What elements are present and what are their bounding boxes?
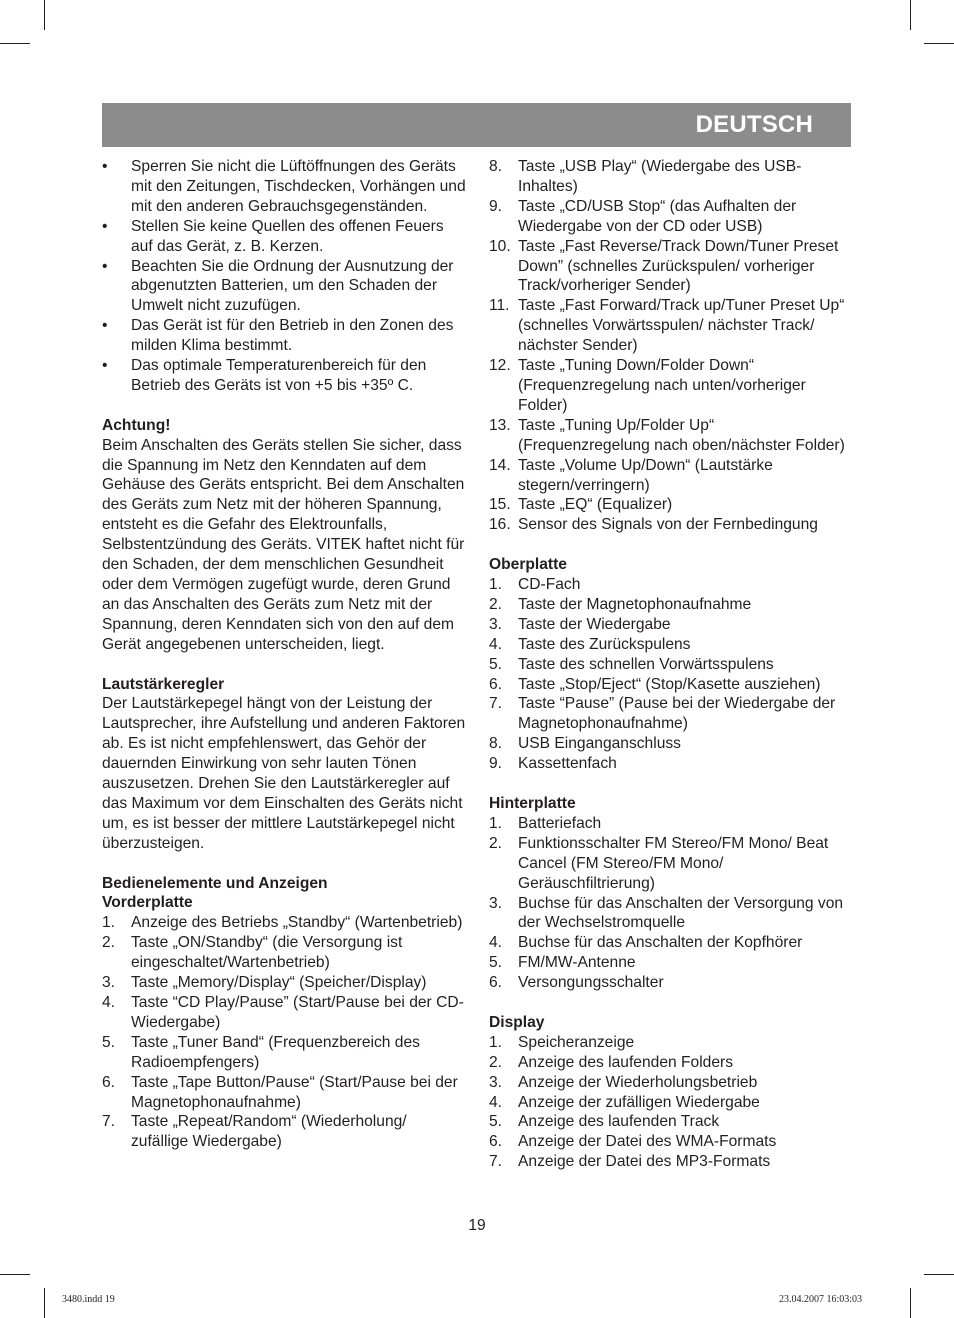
- item-text: Kassettenfach: [518, 755, 617, 773]
- item-number: 6.: [489, 974, 503, 992]
- numbered-item: [489, 416, 847, 456]
- front-panel-list: [102, 913, 467, 1152]
- numbered-item: [102, 1112, 467, 1152]
- item-text: Taste „CD/USB Stop“ (das Aufhalten der Wiedergabe von der CD oder USB): [518, 197, 797, 235]
- item-number: 3.: [489, 1073, 503, 1091]
- item-number: 5.: [102, 1033, 116, 1051]
- display-heading: Display: [489, 1013, 545, 1031]
- language-title: DEUTSCH: [695, 111, 813, 138]
- language-header-bar: [102, 103, 851, 147]
- item-text: Taste “Pause” (Pause bei der Wiedergabe der Magnetophonaufnahme): [518, 695, 836, 733]
- achtung-text: Beim Anschalten des Geräts stellen Sie sicher, dass die Spannung im Netz den Kenndaten auf dem Gehäuse des Geräts entspricht. Bei dem Anschalten des Geräts zum Netz mit der höheren Spannung, entsteht es die Gefahr des Elektrounfalls, Selbstentzündung des Geräts. VITEK haftet nicht für den Schaden, der dem menschlichen Gesundheit oder dem Vermögen zugefügt wurde, deren Grund an das Anschalten des Geräts zum Netz mit der Spannung, deren Kenndaten sich von den auf dem Gerät angegebenen unterscheiden, liegt.: [102, 436, 465, 653]
- item-text: Anzeige der Wiederholungsbetrieb: [518, 1073, 758, 1091]
- bullet-item: • Stellen Sie keine Quellen des offenen Feuers auf das Gerät, z. B. Kerzen.: [102, 217, 444, 255]
- item-text: Taste „ON/Standby“ (die Versorgung ist eingeschaltet/Wartenbetrieb): [131, 934, 403, 972]
- volume-heading: Lautstärkeregler: [102, 675, 225, 693]
- item-number: 1.: [489, 1033, 503, 1051]
- page-number: 19: [468, 1217, 486, 1234]
- right-column: [489, 157, 847, 1172]
- item-text: Anzeige der zufälligen Wiedergabe: [518, 1093, 760, 1111]
- back-panel-list: [489, 814, 847, 993]
- back-panel-heading: Hinterplatte: [489, 794, 576, 812]
- item-text: Taste „Volume Up/Down“ (Lautstärke stegern/verringern): [518, 456, 773, 494]
- display-list: [489, 1033, 847, 1172]
- crop-mark: [910, 0, 911, 30]
- item-text: Funktionsschalter FM Stereo/FM Mono/ Beat Cancel (FM Stereo/FM Mono/ Geräuschfiltrierung): [518, 834, 829, 892]
- front-panel-list-continued: [489, 157, 847, 535]
- numbered-item: [489, 575, 847, 595]
- item-number: 11.: [489, 297, 510, 315]
- numbered-item: [489, 237, 847, 297]
- item-text: Anzeige des laufenden Track: [518, 1113, 720, 1131]
- item-text: FM/MW-Antenne: [518, 954, 636, 972]
- numbered-item: [489, 1132, 847, 1152]
- crop-mark: [44, 0, 45, 30]
- numbered-item: [489, 1033, 847, 1053]
- numbered-item: [489, 655, 847, 675]
- item-text: Taste „Stop/Eject“ (Stop/Kasette ausziehen): [518, 675, 821, 693]
- slug-filename: 3480.indd 19: [62, 1294, 115, 1305]
- crop-mark: [924, 43, 954, 44]
- numbered-item: [489, 1112, 847, 1132]
- numbered-item: [489, 1053, 847, 1073]
- item-number: 2.: [489, 595, 503, 613]
- item-number: 4.: [489, 635, 503, 653]
- item-text: Taste „Tuning Up/Folder Up“ (Frequenzregelung nach oben/nächster Folder): [518, 416, 845, 454]
- numbered-item: [489, 1093, 847, 1113]
- numbered-item: [102, 933, 467, 973]
- item-number: 4.: [489, 1093, 503, 1111]
- item-number: 1.: [489, 576, 503, 594]
- item-text: Taste „Memory/Display“ (Speicher/Display): [131, 974, 427, 992]
- item-text: Buchse für das Anschalten der Kopfhörer: [518, 934, 803, 952]
- item-number: 4.: [489, 934, 503, 952]
- numbered-item: [489, 356, 847, 416]
- item-number: 1.: [489, 814, 503, 832]
- item-text: Taste der Magnetophonaufnahme: [518, 595, 752, 613]
- item-text: Taste „Tuner Band“ (Frequenzbereich des Radioempfengers): [131, 1033, 420, 1071]
- bullet-item: • Beachten Sie die Ordnung der Ausnutzung der abgenutzten Batterien, um den Schaden der Umwelt nicht zuzufügen.: [102, 257, 454, 315]
- item-text: Taste „USB Play“ (Wiedergabe des USB-Inhaltes): [518, 158, 802, 195]
- numbered-item: [489, 814, 847, 834]
- bullet-item: • Das Gerät ist für den Betrieb in den Zonen des milden Klima bestimmt.: [102, 317, 454, 355]
- item-text: Versongungsschalter: [518, 974, 664, 992]
- item-text: Taste des schnellen Vorwärtsspulens: [518, 655, 774, 673]
- numbered-item: [489, 694, 847, 734]
- numbered-item: [102, 1033, 467, 1073]
- item-number: 7.: [489, 695, 503, 713]
- item-text: Taste des Zurückspulens: [518, 635, 691, 653]
- item-number: 2.: [489, 1053, 503, 1071]
- item-text: Taste „Fast Reverse/Track Down/Tuner Preset Down” (schnelles Zurückspulen/ vorheriger Track/vorheriger Sender): [518, 237, 839, 295]
- numbered-item: [489, 515, 847, 535]
- item-text: Sensor des Signals von der Fernbedingung: [518, 516, 818, 534]
- top-panel-list: [489, 575, 847, 774]
- item-number: 8.: [489, 735, 503, 753]
- item-number: 8.: [489, 158, 503, 175]
- item-text: Taste „EQ“ (Equalizer): [518, 496, 673, 514]
- item-text: USB Einganganschluss: [518, 735, 681, 753]
- top-panel-heading: Oberplatte: [489, 556, 567, 574]
- item-text: CD-Fach: [518, 576, 581, 594]
- item-number: 5.: [489, 655, 503, 673]
- item-number: 2.: [489, 834, 503, 852]
- item-number: 9.: [489, 755, 503, 773]
- item-number: 10.: [489, 237, 511, 255]
- crop-mark: [924, 1274, 954, 1275]
- crop-mark: [0, 43, 30, 44]
- item-text: Taste „Tape Button/Pause“ (Start/Pause bei der Magnetophonaufnahme): [131, 1073, 458, 1111]
- item-text: Anzeige des Betriebs „Standby“ (Wartenbetrieb): [131, 914, 463, 932]
- item-number: 7.: [102, 1113, 116, 1131]
- controls-heading: Bedienelemente und Anzeigen: [102, 874, 328, 892]
- numbered-item: [489, 973, 847, 993]
- item-text: Anzeige der Datei des MP3-Formats: [518, 1153, 771, 1171]
- numbered-item: [489, 734, 847, 754]
- front-panel-heading: Vorderplatte: [102, 894, 193, 912]
- numbered-item: [489, 615, 847, 635]
- item-number: 14.: [489, 456, 511, 474]
- item-number: 4.: [102, 994, 116, 1012]
- numbered-item: [489, 495, 847, 515]
- item-number: 3.: [102, 974, 116, 992]
- numbered-item: [489, 754, 847, 774]
- item-number: 6.: [102, 1073, 116, 1091]
- item-text: Taste „Fast Forward/Track up/Tuner Preset Up“ (schnelles Vorwärtsspulen/ nächster Track/ nächster Sender): [518, 297, 845, 355]
- item-number: 9.: [489, 197, 503, 215]
- item-text: Buchse für das Anschalten der Versorgung von der Wechselstromquelle: [518, 894, 844, 932]
- item-number: 7.: [489, 1153, 503, 1171]
- numbered-item: [489, 894, 847, 934]
- numbered-item: [102, 973, 467, 993]
- crop-mark: [910, 1288, 911, 1318]
- item-number: 3.: [489, 894, 503, 912]
- numbered-item: [489, 675, 847, 695]
- numbered-item: [102, 1073, 467, 1113]
- slug-timestamp: 23.04.2007 16:03:03: [779, 1294, 863, 1305]
- item-text: Taste “CD Play/Pause” (Start/Pause bei der CD-Wiedergabe): [131, 994, 464, 1031]
- numbered-item: [102, 993, 467, 1033]
- item-number: 5.: [489, 1113, 503, 1131]
- item-number: 3.: [489, 615, 503, 633]
- numbered-item: [489, 635, 847, 655]
- numbered-item: [489, 1073, 847, 1093]
- item-number: 16.: [489, 516, 511, 534]
- item-text: Anzeige der Datei des WMA-Formats: [518, 1133, 777, 1151]
- numbered-item: [489, 197, 847, 237]
- achtung-heading: Achtung!: [102, 416, 171, 434]
- safety-bullet-list: [102, 157, 467, 396]
- item-number: 2.: [102, 934, 116, 952]
- volume-text: Der Lautstärkepegel hängt von der Leistung der Lautsprecher, ihre Aufstellung und anderen Faktoren ab. Es ist nicht empfehlenswert, das Gehör der dauernden Einwirkung von sehr lauten Tönen auszusetzen. Drehen Sie den Lautstärkeregler auf das Maximum vor dem Einschalten des Geräts nicht um, es ist besser der mittlere Lautstärkepegel nicht überzusteigen.: [102, 695, 466, 852]
- crop-mark: [44, 1288, 45, 1318]
- item-number: 6.: [489, 1133, 503, 1151]
- item-number: 13.: [489, 416, 511, 434]
- item-number: 6.: [489, 675, 503, 693]
- numbered-item: [489, 296, 847, 356]
- numbered-item: [489, 456, 847, 496]
- numbered-item: [489, 157, 847, 197]
- item-text: Taste der Wiedergabe: [518, 615, 671, 633]
- numbered-item: [102, 913, 467, 933]
- item-text: Speicheranzeige: [518, 1033, 635, 1051]
- numbered-item: [489, 1152, 847, 1172]
- left-column: [102, 157, 467, 1152]
- item-number: 12.: [489, 357, 511, 375]
- numbered-item: [489, 834, 847, 894]
- item-number: 5.: [489, 954, 503, 972]
- item-number: 15.: [489, 496, 511, 514]
- numbered-item: [489, 595, 847, 615]
- numbered-item: [489, 933, 847, 953]
- item-number: 1.: [102, 914, 116, 932]
- numbered-item: [489, 953, 847, 973]
- item-text: Anzeige des laufenden Folders: [518, 1053, 733, 1071]
- crop-mark: [0, 1274, 30, 1275]
- bullet-item: • Sperren Sie nicht die Lüftöffnungen des Geräts mit den Zeitungen, Tischdecken, Vorhängen und mit den anderen Gebrauchsgegenständen.: [102, 158, 466, 215]
- item-text: Batteriefach: [518, 814, 602, 832]
- bullet-item: • Das optimale Temperaturenbereich für den Betrieb des Geräts ist von +5 bis +35º C.: [102, 357, 427, 394]
- item-text: Taste „Repeat/Random“ (Wiederholung/ zufällige Wiedergabe): [131, 1113, 407, 1151]
- item-text: Taste „Tuning Down/Folder Down“ (Frequenzregelung nach unten/vorheriger Folder): [518, 357, 806, 414]
